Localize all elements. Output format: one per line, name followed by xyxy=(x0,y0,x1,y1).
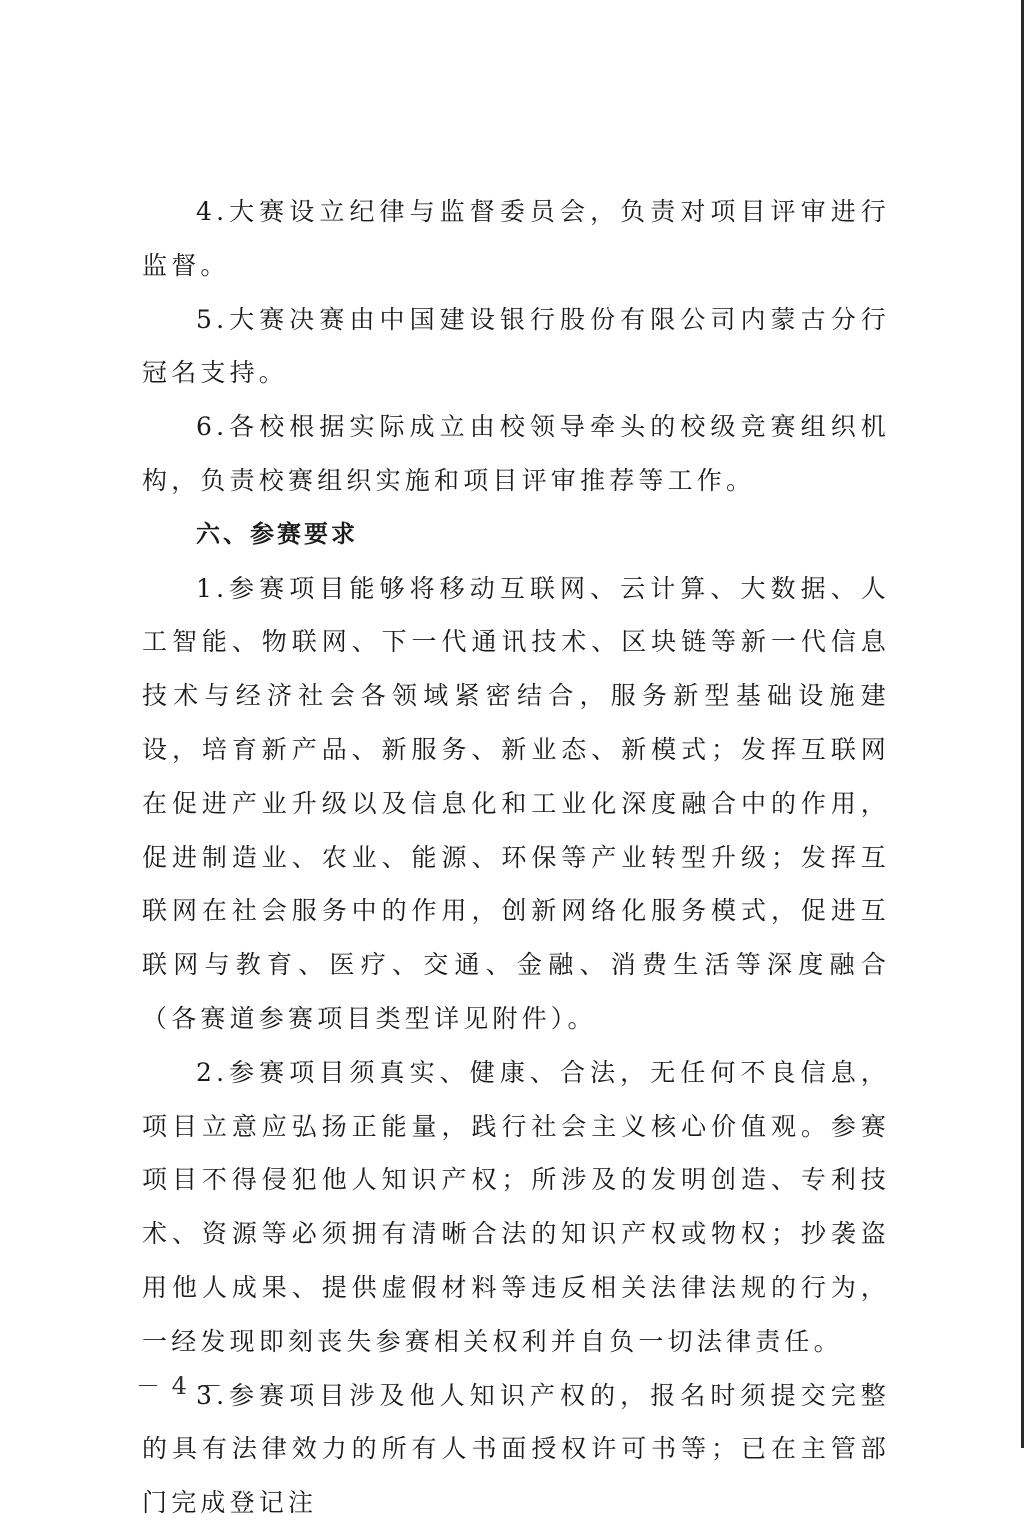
paragraph-4: 4.大赛设立纪律与监督委员会，负责对项目评审进行监督。 xyxy=(142,197,890,280)
requirement-2: 2.参赛项目须真实、健康、合法，无任何不良信息，项目立意应弘扬正能量，践行社会主义核心价值观。参赛项目不得侵犯他人知识产权；所涉及的发明创造、专利技术、资源等必须拥有清晰合法的知识产权或物权；抄袭盗用他人成果、提供虚假材料等违反相关法律法规的行为，一经发现即刻丧失参赛相关权利并自负一切法律责任。 xyxy=(142,1057,890,1356)
section-heading: 六、参赛要求 xyxy=(196,519,358,548)
paragraph-6: 6.各校根据实际成立由校领导牵头的校级竞赛组织机构，负责校赛组织实施和项目评审推荐等工作。 xyxy=(142,412,890,495)
requirement-3: 3.参赛项目涉及他人知识产权的，报名时须提交完整的具有法律效力的所有人书面授权许可书等；已在主管部门完成登记注 xyxy=(142,1380,890,1518)
page-number: － 4 － xyxy=(136,1372,225,1400)
paragraph-5: 5.大赛决赛由中国建设银行股份有限公司内蒙古分行冠名支持。 xyxy=(142,304,890,388)
requirement-1: 1.参赛项目能够将移动互联网、云计算、大数据、人工智能、物联网、下一代通讯技术、区块链等新一代信息技术与经济社会各领域紧密结合，服务新型基础设施建设，培育新产品、新服务、新业态、新模式；发挥互联网在促进产业升级以及信息化和工业化深度融合中的作用，促进制造业、农业、能源、环保等产业转型升级；发挥互联网在社会服务中的作用，创新网络化服务模式，促进互联网与教育、医疗、交通、金融、消费生活等深度融合（各赛道参赛项目类型详见附件）。 xyxy=(142,573,890,1033)
document-body xyxy=(142,185,890,1530)
